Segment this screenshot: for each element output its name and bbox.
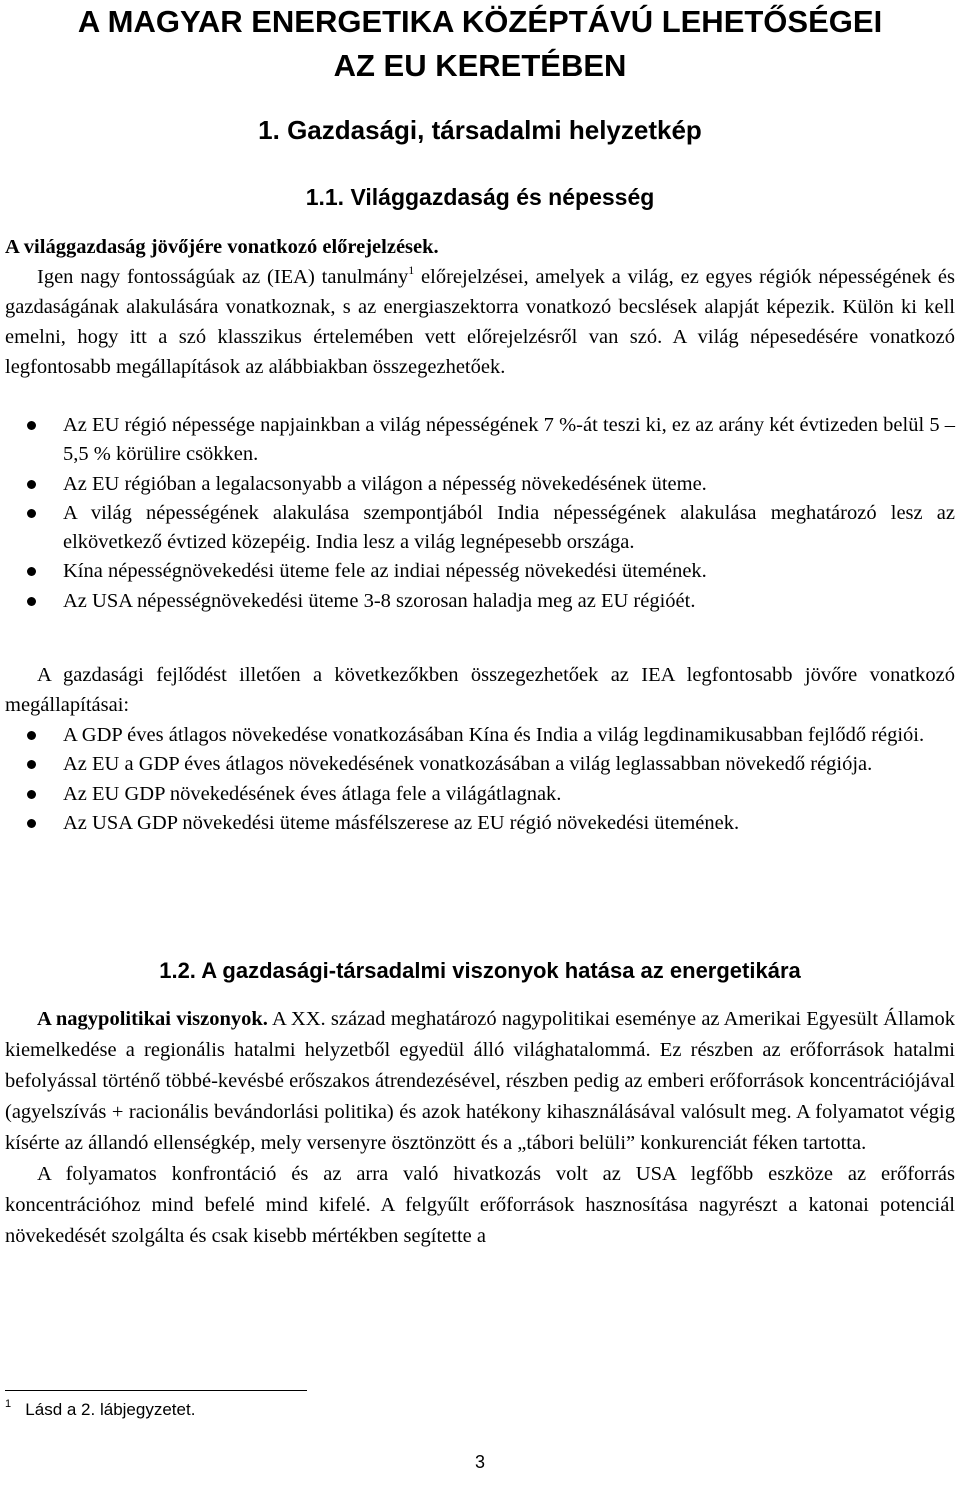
gdp-bullet-list [5,721,955,838]
population-bullet-list [5,411,955,616]
paragraph-economic-development: A gazdasági fejlődést illetően a következőkben összegezhetőek az IEA legfontosabb jövőre vonatkozó megállapításai: [5,664,955,716]
list-item: Az USA GDP növekedési üteme másfélszerese az EU régió növekedési ütemének. [5,809,955,838]
section-heading-1: 1. Gazdasági, társadalmi helyzetkép [258,115,702,145]
list-item: Az EU régióban a legalacsonyabb a világon a népesség növekedésének üteme. [5,470,955,499]
paragraph-geopolitics: A nagypolitikai viszonyok. A XX. század meghatározó nagypolitikai eseménye az Amerikai Egyesült Államok kiemelkedése a regionális hatalmi helyzetből egyedül álló világhatalommá. Ez részben az erőforrások hatalmi befolyással történő többé-kevésbé erőszakos átrendezésével, részben pedig az emberi erőforrások koncentrációjával (agyelszívás + racionális bevándorlási politika) és azok hatékony kihasználásával valósult meg. A folyamatot végig kísérte az állandó ellenségkép, mely versenyre ösztönzött és a „tábori belüli” konkurenciát féken tartotta. A folyamatos konfrontáció és az arra való hivatkozás volt az USA legfőbb eszköze az erőforrás koncentrációhoz mind befelé mind kifelé. A felgyűlt erőforrások hasznosítása nagyrészt a katonai potenciál növekedését szolgálta és csak kisebb mértékben segítette a [5,1004,955,1252]
bullet-icon [27,731,36,740]
bullet-icon [27,509,36,518]
list-item: A GDP éves átlagos növekedése vonatkozásában Kína és India a világ legdinamikusabban fejlődő régiói. [5,721,955,750]
footnote [5,1399,195,1421]
list-item: Kína népességnövekedési üteme fele az indiai népesség növekedési ütemének. [5,557,955,586]
list-item: Az USA népességnövekedési üteme 3-8 szorosan haladja meg az EU régióét. [5,587,955,616]
paragraph-text-part1: Igen nagy fontosságúak az (IEA) tanulmány [37,266,409,288]
bullet-icon [27,790,36,799]
footnote-reference: 1 [408,263,415,277]
document-title-line2: AZ EU KERETÉBEN [333,48,627,83]
bullet-icon [27,480,36,489]
page-number: 3 [474,1452,485,1472]
list-item: Az EU a GDP éves átlagos növekedésének vonatkozásában a világ leglassabban növekedő régiója. [5,750,955,779]
list-item: Az EU GDP növekedésének éves átlaga fele a világátlagnak. [5,780,955,809]
paragraph-heading: A világgazdaság jövőjére vonatkozó előrejelzések. [5,236,439,258]
paragraph-text-part2: előrejelzései, amelyek a világ, ez egyes régiók népességének és gazdaságának alakulására vonatkoznak, s az energiaszektorra vonatkozó becslések alapját képezik. Külön ki kell emelni, hogy itt a szó klasszikus értelemében vett előrejelzésről van szó. A világ népesedésére vonatkozó legfontosabb megállapítások az alábbiakban összegezhetőek. [5,266,955,378]
list-item: A világ népességének alakulása szempontjából India népességének alakulása meghatározó lesz az elkövetkező évtized közepéig. India lesz a világ legnépesebb országa. [5,499,955,558]
paragraph-body [5,262,955,382]
paragraph-world-economy [5,232,955,382]
bullet-icon [27,567,36,576]
bullet-icon [27,819,36,828]
section-heading-1-2: 1.2. A gazdasági-társadalmi viszonyok hatása az energetikára [159,958,801,983]
bullet-icon [27,597,36,606]
footnote-divider [5,1390,307,1391]
bullet-icon [27,760,36,769]
section-heading-1-1: 1.1. Világgazdaság és népesség [305,184,655,210]
document-title-line1: A MAGYAR ENERGETIKA KÖZÉPTÁVÚ LEHETŐSÉGEI [77,4,883,39]
footnote-text: Lásd a 2. lábjegyzetet. [25,1400,196,1419]
inline-heading: A nagypolitikai viszonyok. [37,1008,268,1030]
list-item: Az EU régió népessége napjainkban a világ népességének 7 %-át teszi ki, ez az arány két évtizeden belül 5 – 5,5 % körülire csökken. [5,411,955,470]
bullet-icon [27,421,36,430]
paragraph-confrontation: A folyamatos konfrontáció és az arra való hivatkozás volt az USA legfőbb eszköze az erőforrás koncentrációhoz mind befelé mind kifelé. A felgyűlt erőforrások hasznosítása nagyrészt a katonai potenciál növekedését szolgálta és csak kisebb mértékben segítette a [5,1163,955,1247]
footnote-mark: 1 [5,1398,12,1410]
